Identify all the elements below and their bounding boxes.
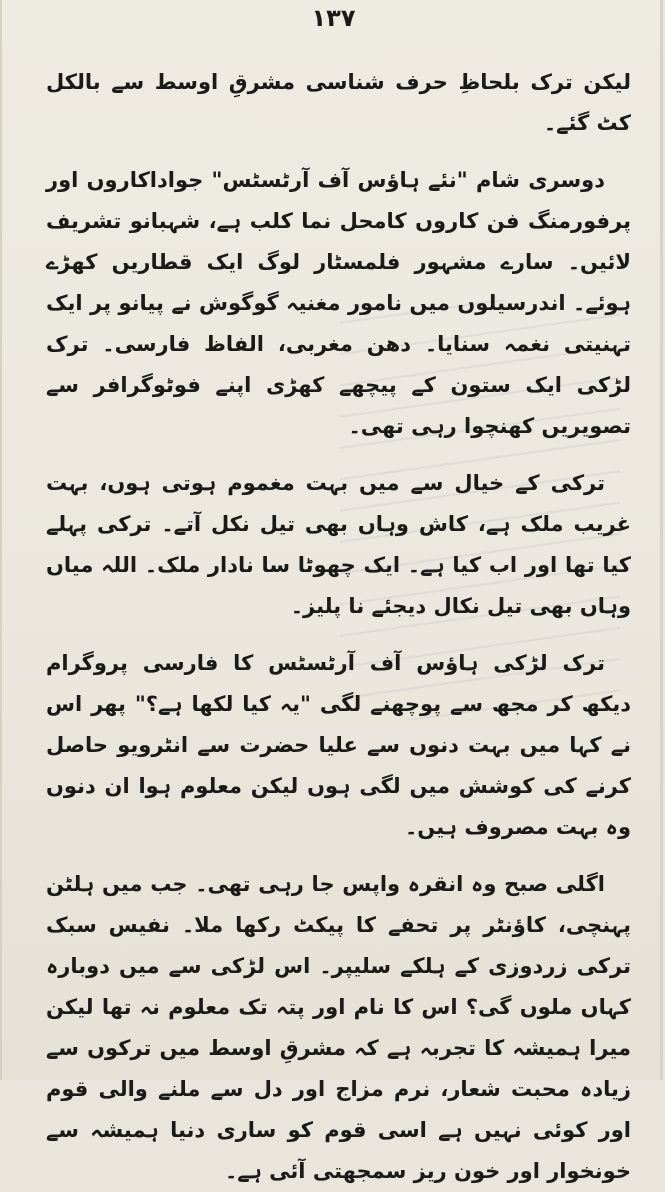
paragraph-1: لیکن ترک بلحاظِ حرف شناسی مشرقِ اوسط سے بالکل کٹ گئے۔ — [46, 70, 631, 135]
paragraph-5: اگلی صبح وہ انقرہ واپس جا رہی تھی۔ جب میں ہلٹن پہنچی، کاؤنٹر پر تحفے کا پیکٹ رکھا ملا۔ نفیس سبک ترکی زردوزی کے ہلکے سلیپر۔ اس لڑکی سے میں دوبارہ کہاں ملوں گی؟ اس کا نام اور پتہ تک معلوم نہ تھا لیکن میرا ہمیشہ کا تجربہ ہے کہ مشرقِ اوسط میں ترکوں سے زیادہ محبت شعار، نرم مزاج اور دل سے ملنے والی قوم اور کوئی نہیں ہے اسی قوم کو ساری دنیا ہمیشہ سے خونخوار اور خون ریز سمجھتی آئی ہے۔ — [46, 872, 631, 1183]
paragraph-4: ترک لڑکی ہاؤس آف آرٹسٹس کا فارسی پروگرام دیکھ کر مجھ سے پوچھنے لگی "یہ کیا لکھا ہے؟" پھر اس نے کہا میں بہت دنوں سے علیا حضرت سے انٹرویو حاصل کرنے کی کوشش میں لگی ہوں لیکن معلوم ہوا ان دنوں وہ بہت مصروف ہیں۔ — [46, 651, 631, 839]
paragraph-2: دوسری شام "نئے ہاؤس آف آرٹسٹس" جواداکاروں اور پرفورمنگ فن کاروں کامحل نما کلب ہے، شہبانو تشریف لائیں۔ سارے مشہور فلمسٹار لوگ ایک قطاریں کھڑے ہوئے۔ اندرسیلوں میں نامور مغنیہ گوگوش نے پیانو پر ایک تہنیتی نغمہ سنایا۔ دھن مغربی، الفاظ فارسی۔ ترک لڑکی ایک ستون کے پیچھے کھڑی اپنے فوٹوگرافر سے تصویریں کھنچوا رہی تھی۔ — [46, 168, 631, 438]
page-number: ۱۳۷ — [311, 4, 356, 32]
body-text — [46, 62, 631, 1192]
paragraph-3: ترکی کے خیال سے میں بہت مغموم ہوتی ہوں، بہت غریب ملک ہے، کاش وہاں بھی تیل نکل آتے۔ ترکی پہلے کیا تھا اور اب کیا ہے۔ ایک چھوٹا سا نادار ملک۔ اللہ میاں وہاں بھی تیل نکال دیجئے نا پلیز۔ — [46, 471, 631, 618]
